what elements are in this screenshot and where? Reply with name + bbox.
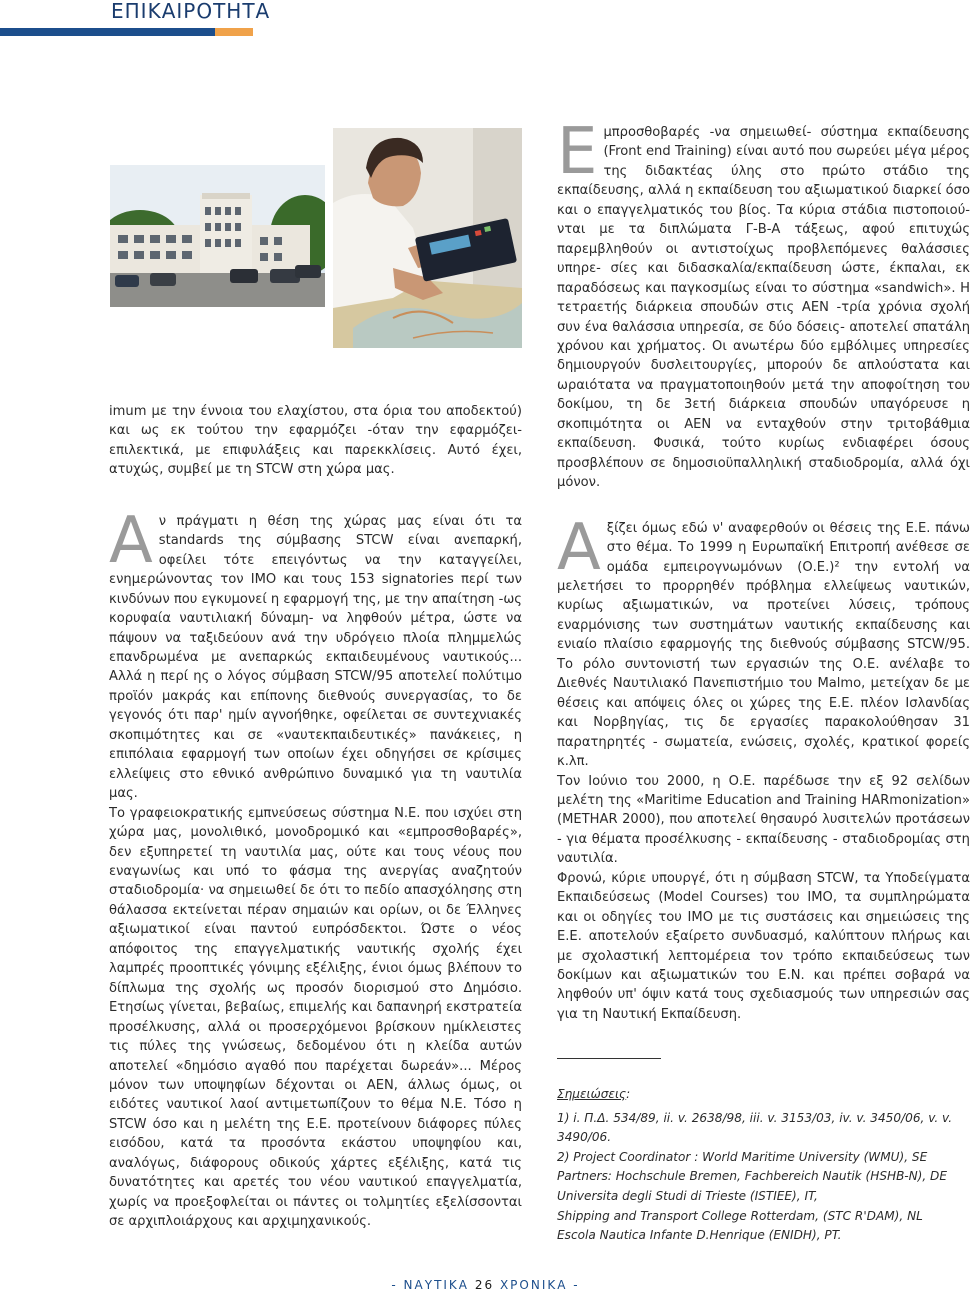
notes-heading xyxy=(557,1085,970,1105)
footnotes xyxy=(557,1085,970,1246)
dropcap-left-1: Α xyxy=(109,503,153,578)
left-paragraph-1-text: ν πράγματι η θέση της χώρας μας είναι ότι τα standards της σύμβασης STCW είναι ανεπαρκή, οφείλει τότε επειγόντως να την καταγγείλει, ενημερώνοντας τον IMO και τους 153 signatories περί των κινδύνων που εγκυμονεί η εφαρμογή της, με την απαίτηση -ως κορυφαία ναυτιλιακή δύναμη- να ληφθούν μέτρα, ώστε να πάψουν να ταξιδεύουν ανά την υδρόγειο πλοία πλημμελώς επανδρωμένα με ανεπαρκώς εκπαιδευμένους ναυτικούς... Αλλά η περί ης ο λόγος σύμβαση STCW/95 αποτελεί πολύτιμο προϊόν μακράς και επίπονης διεθνούς συνεργασίας, το δε γεγονός ότι παρ' ημίν αγνοήθηκε, οφείλεται σε συντεχνιακές σκοπιμότητες και σε «ναυτεκπαιδευτικές» πανάκειες, η επιπόλαια εφαρμογή των οποίων έχει οδηγήσει σε κρίσιμες ελλείψεις στο εθνικό ανθρώπινο δυναμικό για τη ναυτιλία μας. xyxy=(109,513,522,802)
left-paragraph-2: Το γραφειοκρατικής εμπνεύσεως σύστημα Ν.Ε. που ισχύει στη χώρα μας, μονολιθικό, μονοδρομικό και «εμπροσθοβαρές», δεν εξυπηρετεί τη ναυτιλία μας, ούτε και τους νέους που εναγωνίως και υπό το φάσμα της ανεργίας αναζητούν σταδιοδρομία· να σημειωθεί δε ότι το πεδίο απασχόλησης στη θάλασσα εκτείνεται πέραν σημαιών και ορίων, οι δε Έλληνες αξιωματικοί είναι παντού ευπρόσδεκτοι. Ώστε ο νέος απόφοιτος της επαγγελματικής ναυτικής σχολής έχει λαμπρές προοπτικές γόνιμης εξέλιξης, ένιοι όμως βλέπουν το δίπλωμα της σχολής ως προσόν διορισμού στο Δημόσιο. Ετησίως γίνεται, βεβαίως, επιμελής και δαπανηρή εκστρατεία προσέλκυσης, αλλά οι προσερχόμενοι βρίσκουν ημίκλειστες τις πύλες της γνώσεως, δεδομένου ότι η κλείδα αυτών αποτελεί «δημόσιο αγαθό που παρέχεται δωρεάν»... Μέρος μόνον των υποψηφίων δέχονται οι ΑΕΝ, άλλως όμως, οι ειδότες ναυτικοί λαοί αντιμετωπίζουν το θέμα Ν.Ε. Τόσο η STCW όσο και η μελέτη της Ε.Ε. προτείνουν διάφορες πύλες εισόδου, κατά τα προσόντα εκάστου υποψηφίου και, αναλόγως, διάφορους οδικούς χάρτες εξέλιξης, κατά τις δυνατότητες και αρετές του νέου ναυτικού επαγγελματία, χωρίς να προεξοφλείται οι πάντες οι τολμητίες εξελίσσονται σε αρχιπλοιάρχους και αρχιμηχανικούς. xyxy=(109,805,522,1230)
footnote-2-line-1: 2) Project Coordinator : World Maritime University (WMU), SE xyxy=(557,1149,928,1164)
dropcap-right-2: Α xyxy=(557,510,601,585)
footnote-2-line-3: Universita degli Studi di Trieste (ISTIEE), IT, xyxy=(557,1188,818,1203)
right-paragraph-1-text: μπροσθοβαρές -να σημειωθεί- σύστημα εκπαίδευσης (Front end Training) είναι αυτό που σωρεύει μέγα μέρος της διδακτέας ύλης στο πρώτο στάδιο της εκπαίδευσης, αλλά η εκπαίδευση του αξιωματικού διαρκεί όσο και ο επαγγελματικός του βίος. Τα κύρια στάδια πιστοποιού-νται με τα διπλώματα Γ-Β-Α τάξεως, αφού επιτυχώς παρεμβληθούν οι αντιστοίχως προβλεπόμενες θαλάσσιες υπηρε- σίες και διδασκαλία/εκπαίδευση ώστε, έκπαλαι, εκ παραδόσεως και παγκοσμίως είναι το σύστημα «sandwich». Η τετραετής διάρκεια σπουδών στις ΑΕΝ -τρία χρόνια σχολή συν ένα θαλάσσια υπηρεσία, σε δύο δόσεις- αποτελεί σπατάλη χρόνου και χρήματος. Οι ανωτέρω δύο εμβόλιμες υπηρεσίες δημιουργούν δυσλειτουργίες, μπορούν δε απλούστατα και ωραιότατα να πραγματοποιηθούν μετά την αποφοίτηση του δοκίμου, τη δε 3ετή διάρκεια σπουδών υπαγόρευσε η σκοπιμότητα οι ΑΕΝ να ενταχθούν στην τριτοβάθμια εκπαίδευση. Φυσικά, τούτο κυρίως ενδιαφέρει όσους προσβλέπουν σε δημοσιοϋπαλληλική σταδιοδρομία, αλλά όχι μόνον. xyxy=(557,125,970,491)
footnote-2-line-2: Partners: Hochschule Bremen, Fachbereich Nautik (HSHB-N), DE xyxy=(557,1169,947,1184)
right-paragraph-4: Φρονώ, κύριε υπουργέ, ότι η σύμβαση STCW, τα Υποδείγματα Εκπαιδεύσεως (Model Courses) του IMO, τα συμπληρώματα και οι οδηγίες του IMO με τις συστάσεις και σημειώσεις της Ε.Ε. αποτελούν εξαίρετο συνδυασμό, καλύπτουν πλήρως και με σχολαστική λεπτομέρεια τον τρόπο εκπαιδεύσεως των δοκίμων και αξιωματικών του Ε.Ν. και πρέπει σοβαρά να ληφθούν υπ' όψιν κατά τους σχεδιασμούς των υπηρεσιών σας για τη Ναυτική Εκπαίδευση. xyxy=(557,870,970,1022)
left-column xyxy=(109,402,522,1232)
footer-magazine-left: - ΝΑΥΤΙΚΑ xyxy=(391,1278,470,1292)
right-paragraph-1 xyxy=(557,115,970,493)
page-number: 26 xyxy=(474,1278,495,1292)
right-paragraph-2-text: ξίζει όμως εδώ ν' αναφερθούν οι θέσεις της Ε.Ε. πάνω στο θέμα. Το 1999 η Ευρωπαϊκή Επιτροπή ανέθεσε σε ομάδα εμπειρογνωμόνων (Ο.Ε.)² την εντολή να μελετήσει το προρρηθέν πρόβλημα ελλείψεως ναυτικών, κυρίως αξιωματικών, να προτείνει λύσεις, τρόπους εναρμόνισης των συστημάτων ναυτικής εκπαίδευσης και ενιαίο πλαίσιο εφαρμογής της διεθνούς σύμβασης STCW/95. Το ρόλο συντονιστή των εργασιών της Ο.Ε. ανέλαβε το Διεθνές Ναυτιλιακό Πανεπιστήμιο του Malmo, μετείχαν δε με θέσεις και απόψεις όλες οι χώρες της Ε.Ε. πλέον Ισλανδίας και Νορβηγίας, τις δε εργασίες παρακολούθησαν 31 παρατηρητές - σωματεία, ενώσεις, σχολές, κρατικοί φορείς κ.λπ. xyxy=(557,520,970,770)
right-paragraph-2 xyxy=(557,510,970,772)
page-footer xyxy=(0,1278,971,1292)
notes-divider xyxy=(557,1058,661,1059)
section-title: ΕΠΙΚΑΙΡΟΤΗΤΑ xyxy=(111,0,271,23)
footer-magazine-right: ΧΡΟΝΙΚΑ - xyxy=(499,1278,580,1292)
left-intro-paragraph: imum με την έννοια του ελαχίστου, στα όρια του αποδεκτού) και ως εκ τούτου την εφαρμόζει -όταν την εφαρμόζει- επιλεκτικά, με επιφυλάξεις και παρεκκλίσεις. Αυτό έχει, ατυχώς, συμβεί με τη STCW στη χώρα μας. xyxy=(109,404,522,478)
right-paragraph-3: Τον Ιούνιο του 2000, η Ο.Ε. παρέδωσε την εξ 92 σελίδων μελέτη της «Maritime Education and Training HARmonization» (METHAR 2000), που αποτελεί θησαυρό λυσιτελών προτάσεων - για θέματα προσέλκυσης - εκπαίδευσης - σταδιοδρομίας στη ναυτιλία. xyxy=(557,773,970,867)
notes-title-colon: : xyxy=(626,1087,631,1101)
footnote-2-line-5: Escola Nautica Infante D.Henrique (ENIDH), PT. xyxy=(557,1228,842,1243)
notes-title: Σημειώσεις xyxy=(557,1087,627,1101)
header-bar-blue xyxy=(0,28,215,36)
left-paragraph-1 xyxy=(109,503,522,804)
right-column xyxy=(557,115,970,1024)
photo-building xyxy=(110,165,325,307)
footnote-1: 1) i. Π.Δ. 534/89, ii. v. 2638/98, iii. v. 3153/03, iv. v. 3450/06, v. v. 3490/06. xyxy=(557,1110,953,1145)
photo-chart-plotter xyxy=(333,128,522,348)
footnote-2-line-4: Shipping and Transport College Rotterdam, (STC R'DAM), NL xyxy=(557,1208,923,1223)
dropcap-right-1: Ε xyxy=(557,115,598,189)
header-bar-orange xyxy=(215,28,253,36)
